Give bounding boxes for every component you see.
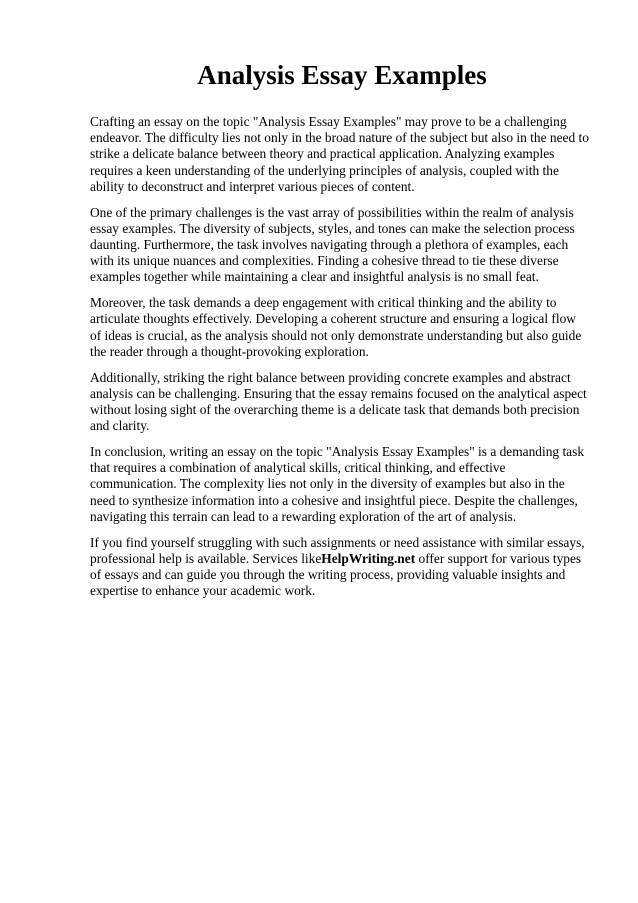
paragraph-6-text-before: If you find yourself struggling with such assignments or need assistance with similar essays, professional help is available. Services like xyxy=(90,534,585,566)
paragraph-5: In conclusion, writing an essay on the topic "Analysis Essay Examples" is a demanding task that requires a combination of analytical skills, critical thinking, and effective communication. The complexity lies not only in the diversity of examples but also in the need to synthesize information into a cohesive and insightful piece. Despite the challenges, navigating this terrain can lead to a rewarding exploration of the art of analysis. xyxy=(90,444,585,524)
brand-link[interactable]: HelpWriting.net xyxy=(321,550,416,566)
paragraph-4: Additionally, striking the right balance between providing concrete examples and abstract analysis can be challenging. Ensuring that the essay remains focused on the analytical aspect without losing sight of the overarching theme is a delicate task that demands both precision and clarity. xyxy=(90,369,587,434)
paragraph-2: One of the primary challenges is the vast array of possibilities within the realm of analysis essay examples. The diversity of subjects, styles, and tones can make the selection process daunting. Furthermore, the task involves navigating through a plethora of examples, each with its unique nuances and complexities. Finding a cohesive thread to tie these diverse examples together while maintaining a clear and insightful analysis is no small feat. xyxy=(90,204,575,285)
paragraph-6-text-after: offer support for various types of essays and can guide you through the writing process, providing valuable insights and expertise to enhance your academic work. xyxy=(90,550,582,599)
page-title: Analysis Essay Examples xyxy=(197,60,487,90)
paragraph-3: Moreover, the task demands a deep engagement with critical thinking and the ability to articulate thoughts effectively. Developing a coherent structure and ensuring a logical flow of ideas is crucial, as the analysis should not only demonstrate understanding but also guide the reader through a thought-provoking exploration. xyxy=(90,295,582,359)
paragraph-1: Crafting an essay on the topic "Analysis Essay Examples" may prove to be a challenging endeavor. The difficulty lies not only in the broad nature of the subject but also in the need to strike a delicate balance between theory and practical application. Analyzing examples requires a keen understanding of the underlying principles of analysis, coupled with the ability to deconstruct and interpret various pieces of content. xyxy=(90,114,589,194)
document-page xyxy=(90,58,590,609)
paragraph-6 xyxy=(90,535,590,600)
